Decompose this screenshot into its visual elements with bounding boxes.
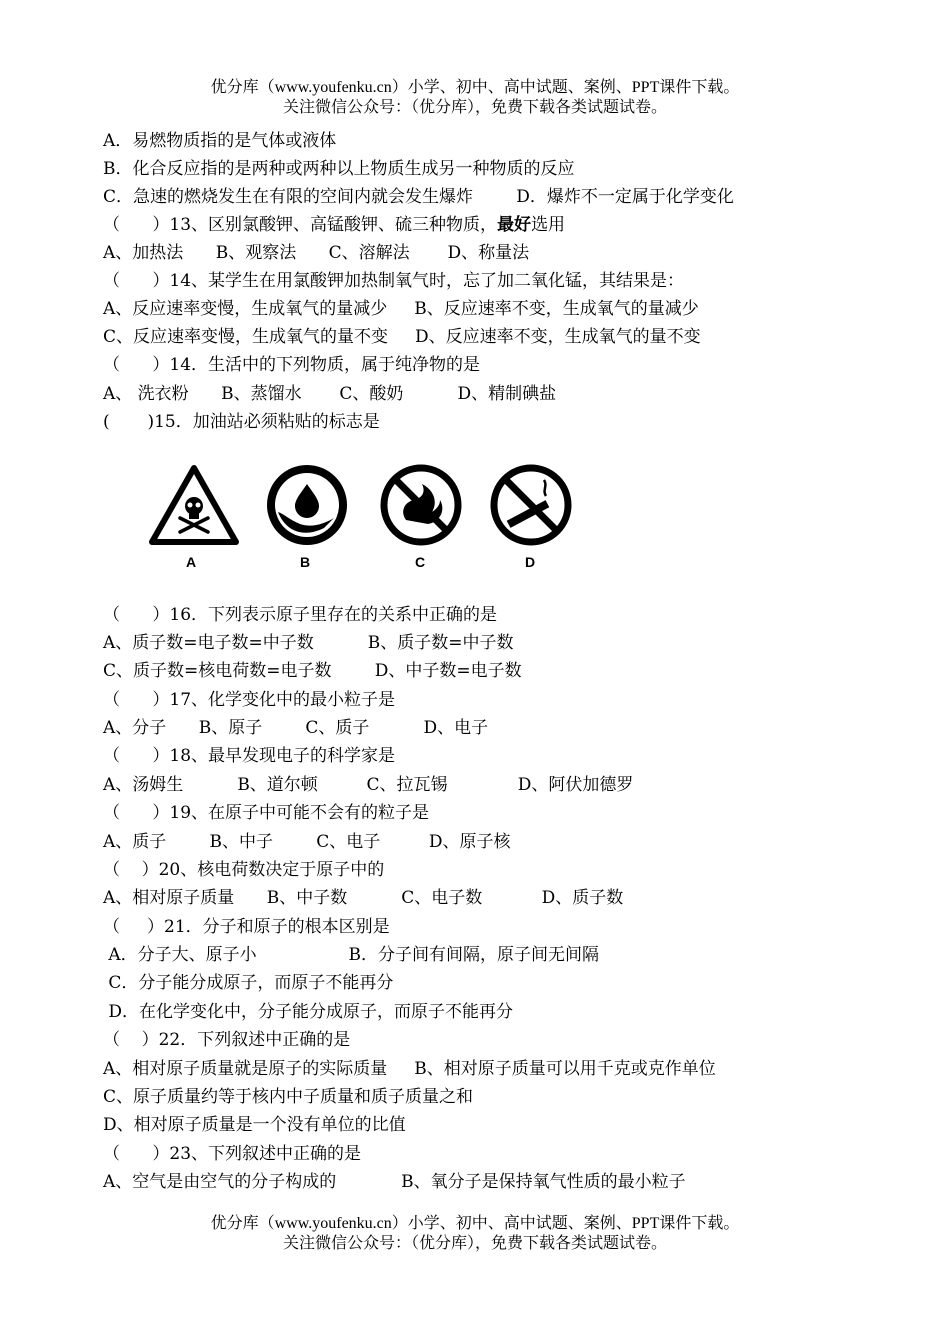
header-line-1: 优分库（www.youfenku.cn）小学、初中、高中试题、案例、PPT课件下载。 [210, 79, 740, 96]
question-line [103, 745, 395, 767]
line-text: （ ）23、下列叙述中正确的是 [103, 1144, 362, 1164]
question-line [103, 802, 429, 824]
line-text: （ ）14．生活中的下列物质，属于纯净物的是 [103, 355, 481, 375]
question-line [103, 632, 514, 654]
line-text: （ ）20、核电荷数决定于原子中的 [103, 860, 385, 880]
question-line [103, 411, 380, 433]
question-line [103, 859, 384, 881]
line-text: A、反应速率变慢，生成氧气的量减少 B、反应速率不变，生成氧气的量减少 [103, 299, 699, 319]
no-open-flame-sign-icon [378, 462, 464, 548]
question-line [103, 326, 701, 348]
sign-c-label: C [415, 554, 426, 570]
question-line [103, 774, 633, 796]
line-text: C、反应速率变慢，生成氧气的量不变 D、反应速率不变，生成氧气的量不变 [103, 327, 701, 347]
question-line [103, 944, 599, 966]
line-text: A、质子数=电子数=中子数 B、质子数=中子数 [103, 633, 514, 653]
question-line [103, 689, 395, 711]
line-text: A、汤姆生 B、道尔顿 C、拉瓦锡 D、阿伏加德罗 [103, 775, 634, 795]
line-text: （ ）18、最早发现电子的科学家是 [103, 746, 396, 766]
line-text: （ ）14、某学生在用氯酸钾加热制氧气时，忘了加二氧化锰，其结果是： [103, 271, 685, 291]
poison-sign-icon [148, 462, 240, 552]
page-footer [0, 1214, 950, 1254]
line-text: A、分子 B、原子 C、质子 D、电子 [103, 718, 489, 738]
question-line [103, 887, 623, 909]
line-text: C、质子数=核电荷数=电子数 D、中子数=电子数 [103, 661, 522, 681]
question-line [103, 270, 684, 292]
line-text: D．在化学变化中，分子能分成原子，而原子不能再分 [103, 1002, 514, 1022]
question-line [103, 130, 336, 152]
question-line [103, 660, 522, 682]
question-line [103, 214, 565, 236]
question-line [103, 1029, 350, 1051]
question-line [103, 158, 575, 180]
page-header [0, 78, 950, 118]
question-line [103, 383, 556, 405]
line-text: A、加热法 B、观察法 C、溶解法 D、称量法 [103, 243, 530, 263]
line-text: A、相对原子质量 B、中子数 C、电子数 D、质子数 [103, 888, 624, 908]
footer-line-1: 优分库（www.youfenku.cn）小学、初中、高中试题、案例、PPT课件下载。 [210, 1215, 740, 1232]
line-text: B．化合反应指的是两种或两种以上物质生成另一种物质的反应 [103, 159, 575, 179]
line-text: A、 洗衣粉 B、蒸馏水 C、酸奶 D、精制碘盐 [103, 384, 557, 404]
question-line [103, 186, 734, 208]
sign-a-label: A [186, 554, 197, 570]
question-line [103, 972, 393, 994]
line-text: ( )15．加油站必须粘贴的标志是 [103, 412, 380, 432]
question-line [103, 242, 529, 264]
water-conservation-sign-icon [264, 462, 350, 548]
sign-b-label: B [300, 554, 311, 570]
line-text: A、空气是由空气的分子构成的 B、氧分子是保持氧气性质的最小粒子 [103, 1172, 686, 1192]
question-line [103, 1086, 473, 1108]
line-text: 最好 [497, 215, 532, 235]
question-line [103, 916, 390, 938]
line-text: C．分子能分成原子，而原子不能再分 [103, 973, 394, 993]
line-text: A、质子 B、中子 C、电子 D、原子核 [103, 832, 511, 852]
safety-signs-figure [148, 462, 578, 582]
sign-d-label: D [525, 554, 536, 570]
line-text: （ ）22．下列叙述中正确的是 [103, 1030, 351, 1050]
question-line [103, 1114, 406, 1136]
question-line [103, 1143, 361, 1165]
question-line [103, 298, 699, 320]
question-line [103, 831, 511, 853]
line-text: （ ）13、区别氯酸钾、高锰酸钾、硫三种物质， [103, 215, 498, 235]
question-line [103, 1058, 716, 1080]
question-line [103, 354, 480, 376]
line-text: C、原子质量约等于核内中子质量和质子质量之和 [103, 1087, 474, 1107]
line-text: D、相对原子质量是一个没有单位的比值 [103, 1115, 406, 1135]
question-line [103, 604, 497, 626]
no-smoking-sign-icon [488, 462, 574, 548]
line-text: A．分子大、原子小 B．分子间有间隔，原子间无间隔 [103, 945, 600, 965]
line-text: C．急速的燃烧发生在有限的空间内就会发生爆炸 D．爆炸不一定属于化学变化 [103, 187, 734, 207]
line-text: （ ）16．下列表示原子里存在的关系中正确的是 [103, 605, 498, 625]
line-text: A、相对原子质量就是原子的实际质量 B、相对原子质量可以用千克或克作单位 [103, 1059, 716, 1079]
line-text: （ ）21．分子和原子的根本区别是 [103, 917, 390, 937]
line-text: 选用 [531, 215, 566, 235]
footer-line-2: 关注微信公众号：（优分库），免费下载各类试题试卷。 [282, 1235, 667, 1252]
line-text: （ ）17、化学变化中的最小粒子是 [103, 690, 396, 710]
line-text: （ ）19、在原子中可能不会有的粒子是 [103, 803, 430, 823]
line-text: A．易燃物质指的是气体或液体 [103, 131, 337, 151]
question-line [103, 1001, 513, 1023]
header-line-2: 关注微信公众号：（优分库），免费下载各类试题试卷。 [282, 99, 667, 116]
question-line [103, 1171, 686, 1193]
question-line [103, 717, 488, 739]
